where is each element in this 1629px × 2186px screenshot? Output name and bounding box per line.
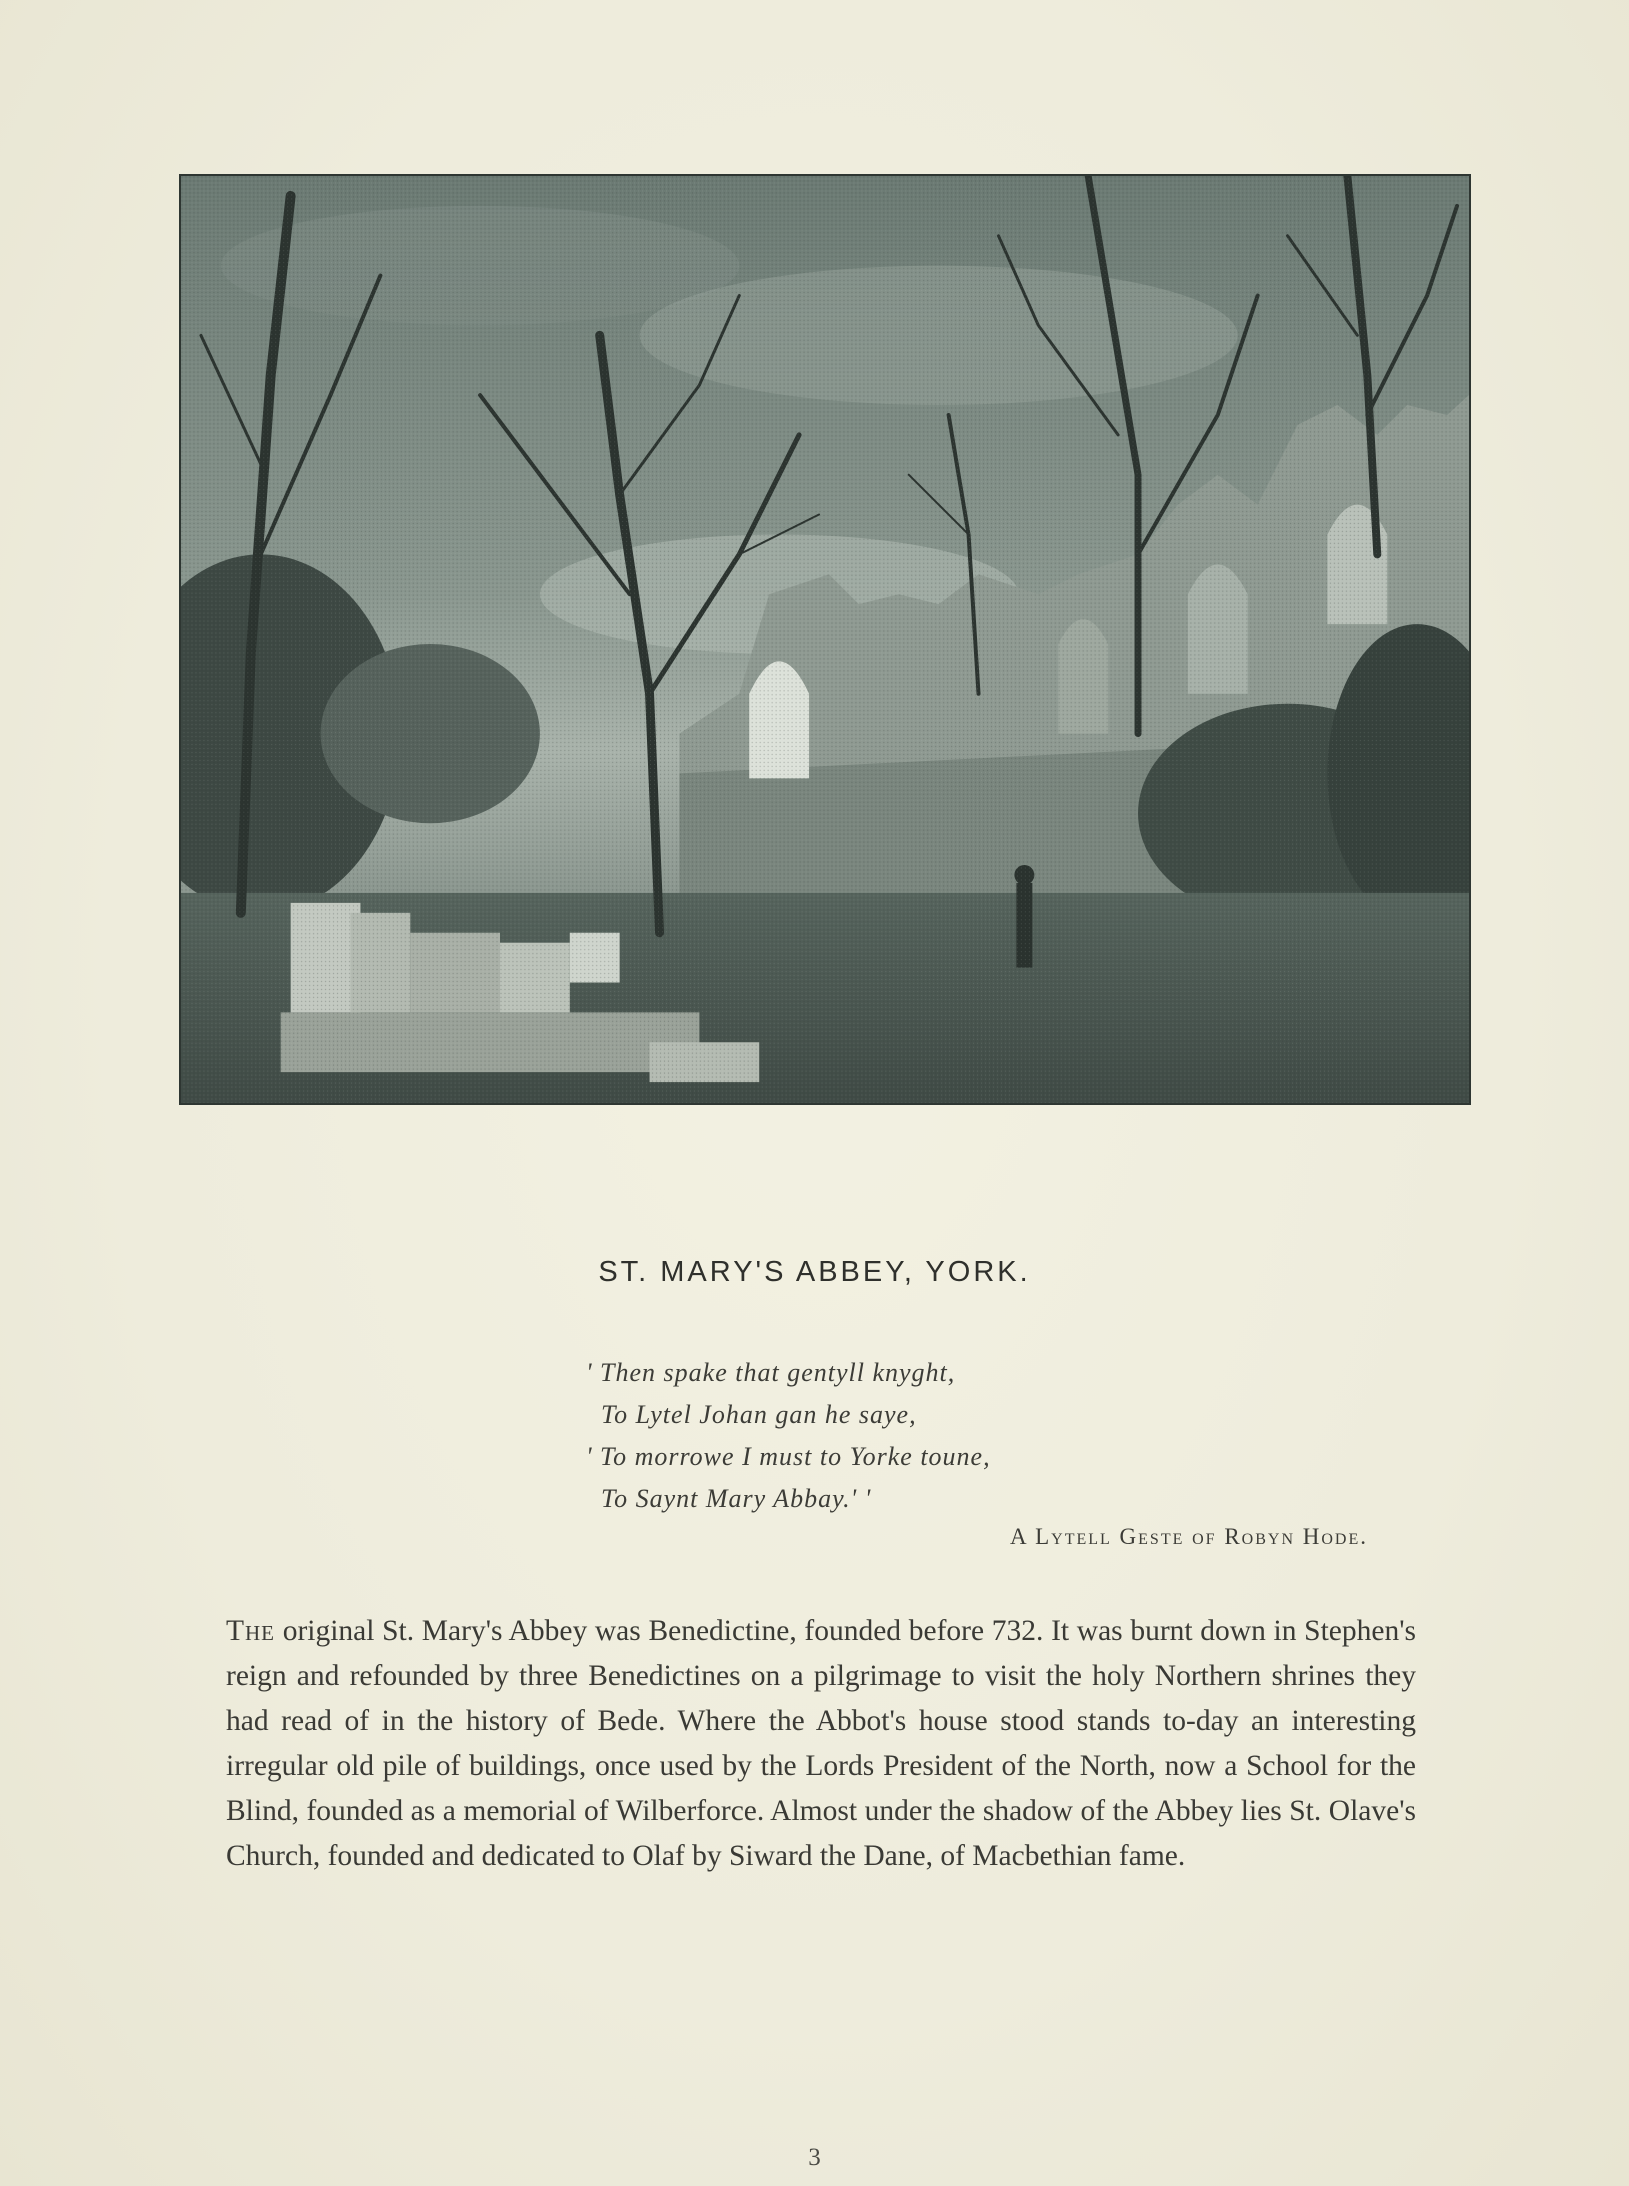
abbey-photograph — [179, 174, 1471, 1105]
epigraph-verse — [586, 1352, 991, 1520]
plate-caption-title: ST. MARY'S ABBEY, YORK. — [598, 1256, 1031, 1288]
page-number: 3 — [808, 2144, 821, 2171]
verse-line: ' To morrowe I must to Yorke toune, — [586, 1442, 991, 1471]
verse-line: To Lytel Johan gan he saye, — [586, 1400, 917, 1429]
verse-attribution: A Lytell Geste of Robyn Hode. — [1010, 1524, 1368, 1549]
verse-line: To Saynt Mary Abbay.' ' — [586, 1484, 872, 1513]
abbey-ruins-image — [181, 176, 1469, 1103]
paragraph-text: original St. Mary's Abbey was Benedictine, founded before 732. It was burnt down in Stephen's reign and refounded by three Benedictines on a pilgrimage to visit the holy Northern shrines they had read of in the history of Bede. Where the Abbot's house stood stands to-day an interesting irregular old pile of buildings, once used by the Lords President of the North, now a School for the Blind, founded as a memorial of Wilberforce. Almost under the shadow of the Abbey lies St. Olave's Church, founded and dedicated to Olaf by Siward the Dane, of Macbethian fame. — [226, 1615, 1416, 1872]
paragraph-lead-word: The — [226, 1615, 276, 1647]
verse-line: ' Then spake that gentyll knyght, — [586, 1358, 956, 1387]
body-paragraph — [226, 1609, 1416, 1879]
